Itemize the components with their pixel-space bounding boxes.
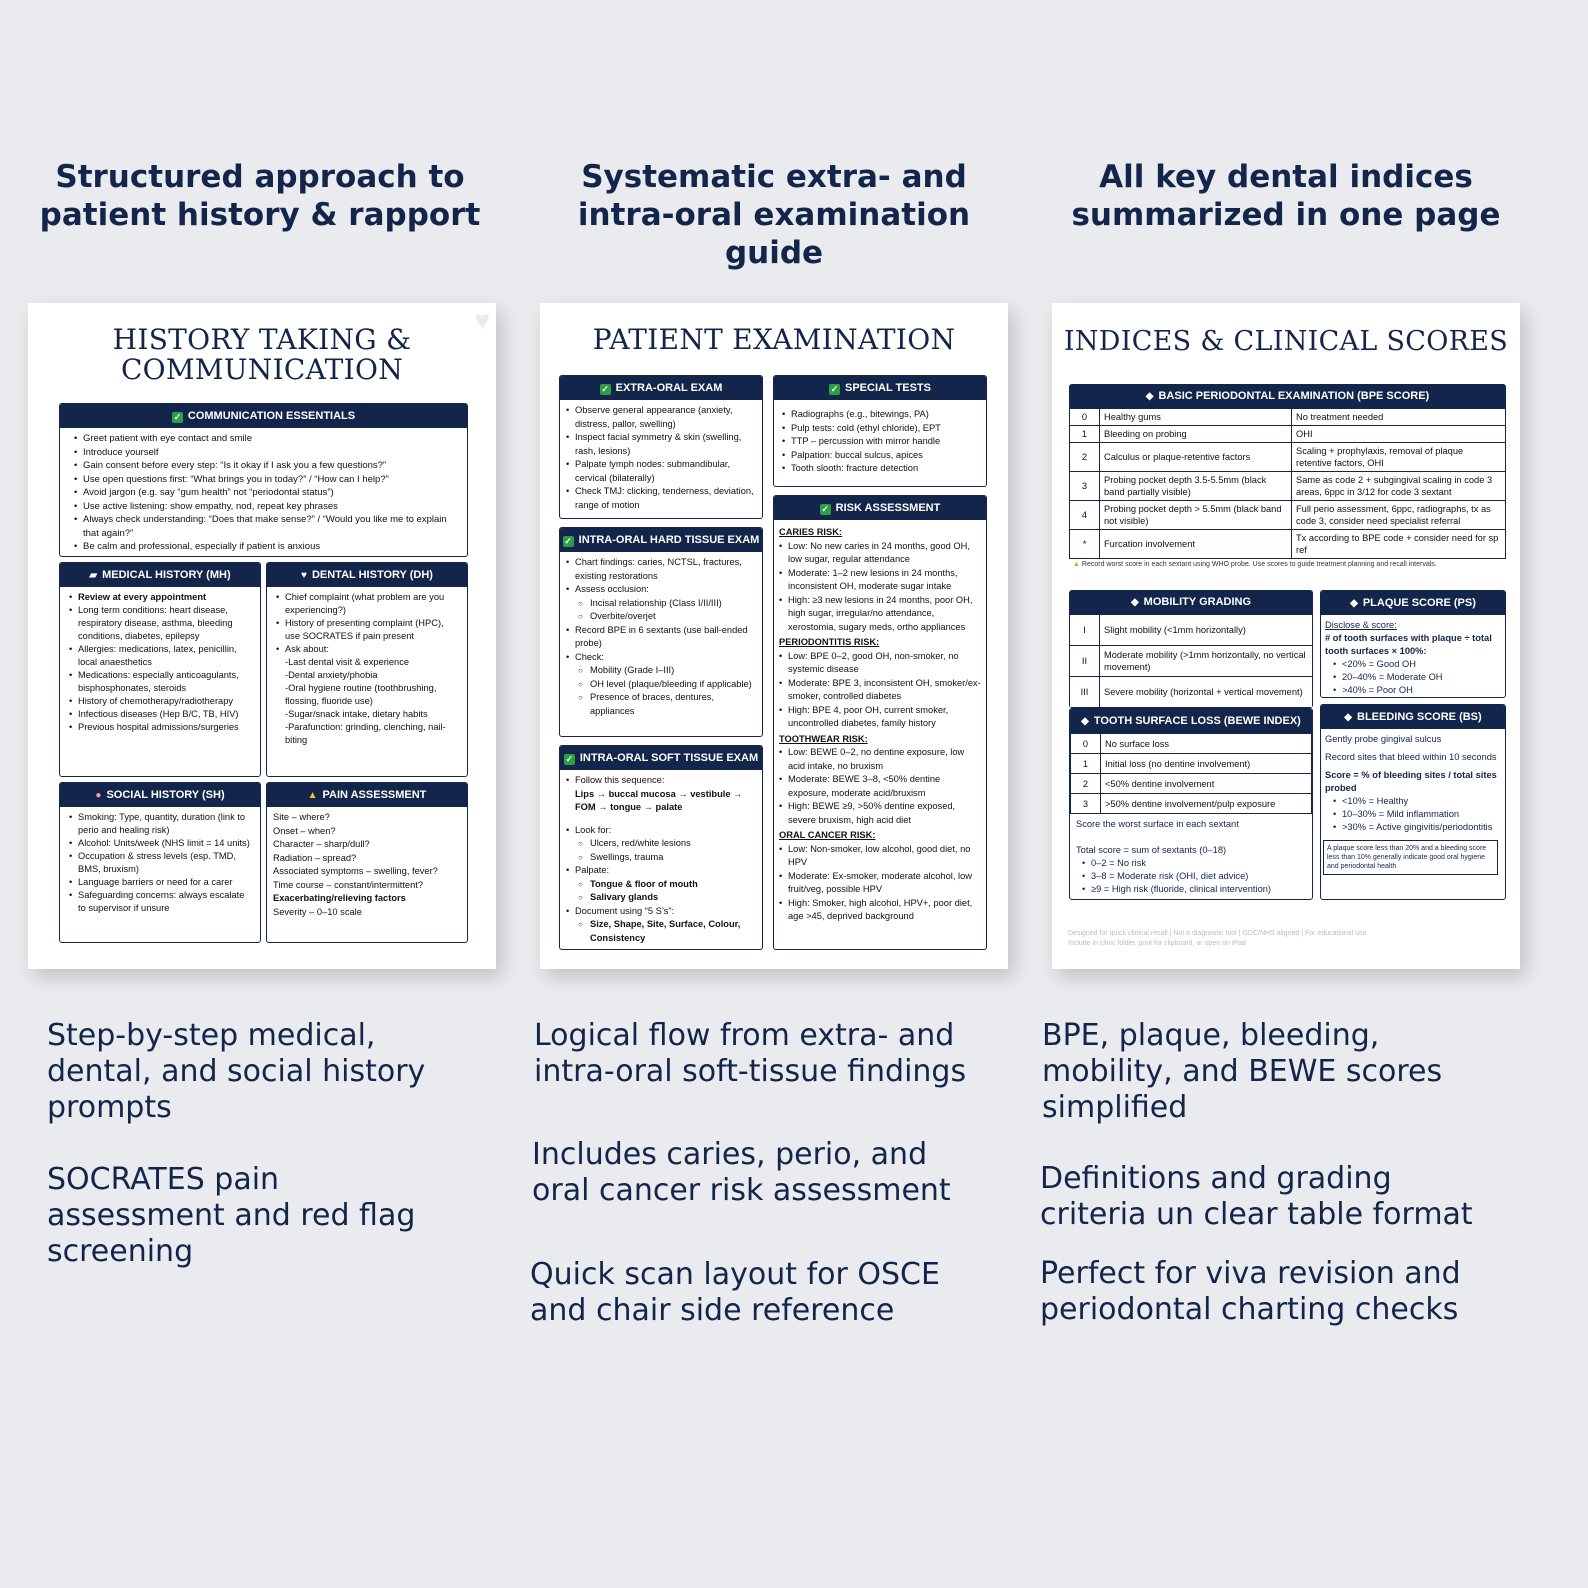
list-item: • Moderate: Ex-smoker, moderate alcohol, low fruit/veg, possible HPV — [779, 870, 982, 897]
feature-line: Quick scan layout for OSCE — [530, 1257, 940, 1292]
list-item: • Moderate: BEWE 3–8, <50% dentine exposure, moderate acid/bruxism — [779, 773, 982, 800]
bewe-instruction: Score the worst surface in each sextant — [1076, 819, 1239, 829]
feature-block — [534, 1018, 966, 1090]
bleeding-formula: Score = % of bleeding sites / total sites probed — [1325, 770, 1497, 793]
list-item: • Moderate: 1–2 new lesions in 24 months, inconsistent OH, moderate sugar intake — [779, 567, 982, 594]
table-row: 1 Initial loss (no dentine involvement) — [1071, 754, 1312, 774]
box-body — [560, 552, 762, 720]
heading-line: Systematic extra- and — [581, 159, 967, 195]
box-header: ✓ RISK ASSESSMENT — [774, 496, 986, 520]
list-item: Onset – when? — [273, 825, 336, 836]
list-item: • ≥9 = High risk (fluoride, clinical intervention) — [1082, 883, 1305, 896]
pain-assessment-box — [266, 782, 468, 943]
list-item: Exacerbating/relieving factors — [273, 893, 406, 903]
box-header: ▲ PAIN ASSESSMENT — [267, 783, 467, 807]
list-item: • Palpate lymph nodes: submandibular, cervical (bilaterally) — [566, 458, 755, 485]
sheet-footer — [1068, 929, 1366, 949]
tooth-icon: ♥ — [301, 570, 307, 581]
feature-line: assessment and red flag — [47, 1198, 416, 1233]
list-item: Radiation – spread? — [273, 852, 357, 863]
box-header: ◆ TOOTH SURFACE LOSS (BEWE INDEX) — [1070, 709, 1312, 733]
list-item: • Check TMJ: clicking, tenderness, deviation, range of motion — [566, 485, 755, 512]
table-row: 4 Probing pocket depth > 5.5mm (black band not visible) Full perio assessment, 6ppc, radiographs, tx as code 3, consider need specialist referral — [1070, 501, 1506, 530]
soft-tissue-exam-box — [559, 745, 763, 950]
folder-icon: ▰ — [89, 570, 98, 581]
list-item: • 20–40% = Moderate OH — [1333, 671, 1498, 684]
feature-block — [1040, 1161, 1473, 1233]
list-item: Time course – constant/intermittent? — [273, 879, 424, 890]
bleeding-step: Record sites that bleed within 10 seconds — [1325, 752, 1497, 762]
checkmark-icon: ✓ — [821, 504, 829, 514]
list-item: • Chart findings: caries, NCTSL, fractures, existing restorations — [566, 556, 755, 583]
table-row: 0 Healthy gums No treatment needed — [1070, 409, 1506, 426]
list-item: • <20% = Good OH — [1333, 658, 1498, 671]
section-label: ORAL CANCER RISK: — [779, 830, 876, 840]
box-body — [560, 770, 762, 947]
box-body — [267, 807, 467, 921]
feature-line: and chair side reference — [530, 1293, 895, 1328]
checkmark-icon: ✓ — [173, 412, 182, 422]
section-label: CARIES RISK: — [779, 527, 843, 537]
list-item: • Gain consent before every step: “Is it okay if I ask you a few questions?” — [74, 459, 460, 473]
list-item: • Greet patient with eye contact and smile — [74, 432, 460, 446]
sheet-title: PATIENT EXAMINATION — [592, 323, 956, 356]
list-item: • Language barriers or need for a carer — [69, 876, 253, 889]
list-item: • Chief complaint (what problem are you experiencing?) — [276, 591, 460, 617]
table-row: * Furcation involvement Tx according to BPE code + consider need for sp ref — [1070, 530, 1506, 559]
box-body — [60, 587, 260, 736]
dental-history-box — [266, 562, 468, 777]
footer-line: Include in clinic folder, print for clipboard, or open on iPad — [1068, 940, 1246, 947]
list-item: • 10–30% = Mild inflammation — [1333, 808, 1498, 821]
list-item: • History of chemotherapy/radiotherapy — [69, 695, 253, 708]
table-row: I Slight mobility (<1mm horizontally) — [1070, 615, 1313, 646]
special-tests-box — [773, 375, 987, 487]
list-item: • Allergies: medications, latex, penicillin, local anaesthetics — [69, 643, 253, 669]
feature-line: simplified — [1042, 1090, 1188, 1125]
list-item: • Low: BPE 0–2, good OH, non-smoker, no systemic disease — [779, 650, 982, 677]
communication-essentials-box — [59, 403, 468, 557]
box-header: ◆ BLEEDING SCORE (BS) — [1321, 705, 1505, 729]
box-body — [267, 587, 467, 749]
list-item: -Last dental visit & experience — [285, 657, 410, 667]
list-item: • Long term conditions: heart disease, respiratory disease, asthma, bleeding conditions, diabetes, epilepsy — [69, 604, 253, 643]
list-item: • Always check understanding: “Does that make sense?” / “Would you like me to explain that again?” — [74, 513, 460, 540]
table-row: 2 Calculus or plaque-retentive factors Scaling + prophylaxis, removal of plaque retentive factors, OHI — [1070, 443, 1506, 472]
brain-icon: ● — [95, 790, 102, 801]
list-item: ○ Size, Shape, Site, Surface, Colour, Consistency — [566, 918, 755, 945]
box-header: ◆ PLAQUE SCORE (PS) — [1321, 591, 1505, 615]
box-header: ▰ MEDICAL HISTORY (MH) — [60, 563, 260, 587]
feature-line: BPE, plaque, bleeding, — [1042, 1018, 1380, 1053]
list-item: • Smoking: Type, quantity, duration (link to perio and healing risk) — [69, 811, 253, 837]
diamond-icon: ◆ — [1350, 598, 1358, 609]
box-body — [774, 400, 986, 478]
feature-line: prompts — [47, 1090, 172, 1125]
bewe-table — [1070, 733, 1312, 814]
list-item: • >30% = Active gingivitis/periodontitis — [1333, 821, 1498, 834]
feature-line: dental, and social history — [47, 1054, 426, 1089]
mobility-table — [1069, 614, 1313, 708]
risk-assessment-box — [773, 495, 987, 950]
list-item: ○ Incisal relationship (Class I/II/III) — [566, 597, 755, 611]
list-item: • Tooth slooth: fracture detection — [782, 462, 979, 476]
hard-tissue-exam-box — [559, 527, 763, 737]
list-item: • >40% = Poor OH — [1333, 684, 1498, 697]
list-item: • Radiographs (e.g., bitewings, PA) — [782, 408, 979, 422]
diamond-icon: ◆ — [1081, 716, 1089, 727]
table-row: III Severe mobility (horizontal + vertical movement) — [1070, 677, 1313, 708]
list-item: • Document using “5 S’s”: — [566, 905, 755, 919]
box-body — [60, 807, 260, 917]
list-item: • TTP – percussion with mirror handle — [782, 435, 979, 449]
box-header: ● SOCIAL HISTORY (SH) — [60, 783, 260, 807]
list-item: • Low: Non-smoker, low alcohol, good diet, no HPV — [779, 843, 982, 870]
plaque-step: Disclose & score: — [1325, 620, 1397, 630]
list-item: • Pulp tests: cold (ethyl chloride), EPT — [782, 422, 979, 436]
box-body — [60, 428, 467, 556]
bleeding-step: Gently probe gingival sulcus — [1325, 734, 1442, 744]
checkmark-icon: ✓ — [564, 536, 572, 546]
list-item: Associated symptoms – swelling, fever? — [273, 866, 438, 876]
feature-line: Definitions and grading — [1040, 1161, 1392, 1196]
table-row: 3 >50% dentine involvement/pulp exposure — [1071, 794, 1312, 814]
heading-line: guide — [724, 235, 824, 271]
list-item: • High: ≥3 new lesions in 24 months, poor OH, high sugar, irregular/no attendance, xerostomia, sugary meds, ortho appliances — [779, 594, 982, 635]
list-item: • Palpation: buccal sulcus, apices — [782, 449, 979, 463]
column-heading-3 — [1036, 158, 1536, 234]
list-item: • Check: — [566, 651, 755, 665]
list-item: • Observe general appearance (anxiety, distress, pallor, swelling) — [566, 404, 755, 431]
list-item: • Follow this sequence: — [566, 774, 755, 788]
list-item: • High: BEWE ≥9, >50% dentine exposed, severe bruxism, high acid diet — [779, 800, 982, 827]
heading-line: summarized in one page — [1071, 197, 1501, 233]
list-item: • Safeguarding concerns: always escalate to supervisor if unsure — [69, 889, 253, 915]
section-label: PERIODONTITIS RISK: — [779, 637, 880, 647]
list-item: ○ OH level (plaque/bleeding if applicable) — [566, 678, 755, 692]
list-item: • Low: BEWE 0–2, no dentine exposure, low acid intake, no bruxism — [779, 746, 982, 773]
list-item: • Previous hospital admissions/surgeries — [69, 721, 253, 734]
list-item: • Look for: — [566, 824, 755, 838]
list-item: • Occupation & stress levels (esp. TMD, BMS, bruxism) — [69, 850, 253, 876]
list-item: • <10% = Healthy — [1333, 795, 1498, 808]
list-item: • Introduce yourself — [74, 446, 460, 460]
sheet-title-line: HISTORY TAKING & — [112, 323, 412, 356]
feature-block — [1042, 1018, 1473, 1126]
list-item: • Use open questions first: “What brings you in today?” / “How can I help?” — [74, 473, 460, 487]
checkmark-icon: ✓ — [830, 384, 839, 394]
feature-block — [1040, 1256, 1473, 1328]
social-history-box — [59, 782, 261, 943]
sheet-title: INDICES & CLINICAL SCORES — [1063, 326, 1509, 357]
diamond-icon: ◆ — [1130, 597, 1139, 608]
feature-line: SOCRATES pain — [47, 1162, 280, 1197]
sheet-title-line: COMMUNICATION — [120, 353, 404, 386]
list-item: ○ Presence of braces, dentures, appliances — [566, 691, 755, 718]
sheet-title — [28, 325, 496, 385]
warning-icon: ▲ — [307, 790, 318, 801]
history-taking-sheet — [28, 303, 496, 969]
feature-list-3 — [1040, 1018, 1473, 1328]
list-item: • 3–8 = Moderate risk (OHI, diet advice) — [1082, 870, 1305, 883]
list-item: • Inspect facial symmetry & skin (swelling, rash, lesions) — [566, 431, 755, 458]
list-item: • High: BPE 4, poor OH, current smoker, uncontrolled diabetes, family history — [779, 704, 982, 731]
feature-list-2 — [530, 1018, 966, 1329]
feature-block — [47, 1018, 425, 1126]
list-item: • Record BPE in 6 sextants (use ball-ended probe) — [566, 624, 755, 651]
feature-line: criteria un clear table format — [1040, 1197, 1473, 1232]
list-item: Lips → buccal mucosa → vestibule → FOM → tongue → palate — [575, 788, 743, 812]
feature-line: Includes caries, perio, and — [532, 1137, 928, 1172]
feature-line: Perfect for viva revision and — [1040, 1256, 1461, 1291]
list-item: ○ Ulcers, red/white lesions — [566, 837, 755, 851]
bpe-box — [1069, 384, 1506, 574]
list-item: • Alcohol: Units/week (NHS limit = 14 units) — [69, 837, 253, 850]
feature-line: mobility, and BEWE scores — [1042, 1054, 1443, 1089]
feature-line: Step-by-step medical, — [47, 1018, 376, 1053]
box-body — [1321, 615, 1505, 698]
patient-examination-sheet — [540, 303, 1008, 969]
list-item: -Oral hygiene routine (toothbrushing, flossing, fluoride use) — [285, 683, 437, 706]
table-row: 0 No surface loss — [1071, 734, 1312, 754]
feature-line: intra-oral soft-tissue findings — [534, 1054, 967, 1089]
box-header: ✓ INTRA-ORAL HARD TISSUE EXAM — [560, 528, 762, 552]
list-item: • Palpate: — [566, 864, 755, 878]
bleeding-score-box — [1320, 704, 1506, 900]
column-heading-1 — [10, 158, 510, 234]
bewe-box — [1069, 708, 1313, 900]
bpe-note: ▲ Record worst score in each sextant using WHO probe. Use scores to guide treatment planning and recall intervals. — [1073, 561, 1437, 568]
list-item: Severity – 0–10 scale — [273, 906, 362, 917]
table-row: 1 Bleeding on probing OHI — [1070, 426, 1506, 443]
box-header: ♥ DENTAL HISTORY (DH) — [267, 563, 467, 587]
heading-line: Structured approach to — [55, 159, 465, 195]
heading-line: All key dental indices — [1099, 159, 1473, 195]
box-body — [1070, 814, 1312, 898]
list-item: ○ Overbite/overjet — [566, 610, 755, 624]
list-item: ○ Mobility (Grade I–III) — [566, 664, 755, 678]
box-body — [1321, 729, 1505, 877]
checkmark-icon: ✓ — [565, 754, 574, 764]
checkmark-icon: ✓ — [601, 384, 609, 394]
list-item: -Parafunction: grinding, clenching, nail-biting — [285, 722, 446, 745]
feature-list-1 — [47, 1018, 425, 1270]
extra-oral-exam-box — [559, 375, 763, 519]
box-header: ◆ MOBILITY GRADING — [1069, 590, 1313, 614]
feature-block — [532, 1137, 966, 1209]
list-item: • Low: No new caries in 24 months, good OH, low sugar, regular attendance — [779, 540, 982, 567]
feature-line: oral cancer risk assessment — [532, 1173, 951, 1208]
list-item: • High: Smoker, high alcohol, HPV+, poor diet, age >45, deprived background — [779, 897, 982, 924]
bpe-table — [1069, 408, 1506, 559]
list-item: • Medications: especially anticoagulants, bisphosphonates, steroids — [69, 669, 253, 695]
list-item: • Assess occlusion: — [566, 583, 755, 597]
plaque-score-box — [1320, 590, 1506, 698]
warning-icon: ▲ — [1073, 561, 1080, 568]
list-item: • Moderate: BPE 3, inconsistent OH, smoker/ex-smoker, controlled diabetes — [779, 677, 982, 704]
list-item: • Be calm and professional, especially if patient is anxious — [74, 540, 460, 554]
box-body — [560, 400, 762, 514]
heading-line: intra-oral examination — [577, 197, 971, 233]
list-item: ○ Salivary glands — [566, 891, 755, 905]
box-body — [774, 520, 986, 926]
list-item: • Infectious diseases (Hep B/C, TB, HIV) — [69, 708, 253, 721]
box-header: ✓ COMMUNICATION ESSENTIALS — [60, 404, 467, 428]
medical-history-box — [59, 562, 261, 777]
list-item: • History of presenting complaint (HPC), use SOCRATES if pain present — [276, 617, 460, 643]
mobility-box — [1069, 590, 1313, 708]
section-label: TOOTHWEAR RISK: — [779, 733, 868, 744]
bleeding-note: A plaque score less than 20% and a bleeding score less than 10% generally indicate good oral hygiene and periodontal health — [1323, 840, 1498, 875]
feature-block — [47, 1162, 425, 1270]
box-header: ◆ BASIC PERIODONTAL EXAMINATION (BPE SCORE) — [1069, 384, 1506, 408]
table-row: 3 Probing pocket depth 3.5-5.5mm (black band partially visible) Same as code 2 + subgingival scaling in code 3 areas, 6ppc in 3/12 for code 3 sextant — [1070, 472, 1506, 501]
list-item: Site – where? — [273, 812, 330, 822]
list-item: • Avoid jargon (e.g. say “gum health” not “periodontal status”) — [74, 486, 460, 500]
feature-line: screening — [47, 1234, 194, 1269]
list-item: • Ask about: — [276, 643, 460, 656]
bewe-total: Total score = sum of sextants (0–18) — [1076, 845, 1227, 855]
indices-sheet — [1052, 303, 1520, 969]
feature-line: periodontal charting checks — [1040, 1292, 1459, 1327]
plaque-formula: # of tooth surfaces with plaque ÷ total tooth surfaces × 100%: — [1325, 633, 1492, 656]
diamond-icon: ◆ — [1344, 712, 1352, 723]
table-row: 2 <50% dentine involvement — [1071, 774, 1312, 794]
list-item: • Use active listening: show empathy, nod, repeat key phrases — [74, 500, 460, 514]
box-header: ✓ INTRA-ORAL SOFT TISSUE EXAM — [560, 746, 762, 770]
list-item: ○ Swellings, trauma — [566, 851, 755, 865]
list-item: -Sugar/snack intake, dietary habits — [285, 709, 428, 719]
column-heading-2 — [524, 158, 1024, 272]
list-item: • 0–2 = No risk — [1082, 857, 1305, 870]
heading-line: patient history & rapport — [39, 197, 481, 233]
footer-line: Designed for quick clinical recall | Not a diagnostic tool | GDC/NHS aligned | For educational use — [1068, 930, 1367, 937]
list-item: -Dental anxiety/phobia — [285, 670, 378, 680]
tooth-icon: ♥ — [474, 305, 490, 335]
table-row: II Moderate mobility (>1mm horizontally, no vertical movement) — [1070, 646, 1313, 677]
feature-line: Logical flow from extra- and — [534, 1018, 955, 1053]
list-item: • Review at every appointment — [69, 591, 253, 604]
diamond-icon: ◆ — [1145, 391, 1154, 402]
box-header: ✓ EXTRA-ORAL EXAM — [560, 376, 762, 400]
list-item: ○ Tongue & floor of mouth — [566, 878, 755, 892]
box-header: ✓ SPECIAL TESTS — [774, 376, 986, 400]
list-item: Character – sharp/dull? — [273, 839, 370, 849]
feature-block — [530, 1257, 966, 1329]
